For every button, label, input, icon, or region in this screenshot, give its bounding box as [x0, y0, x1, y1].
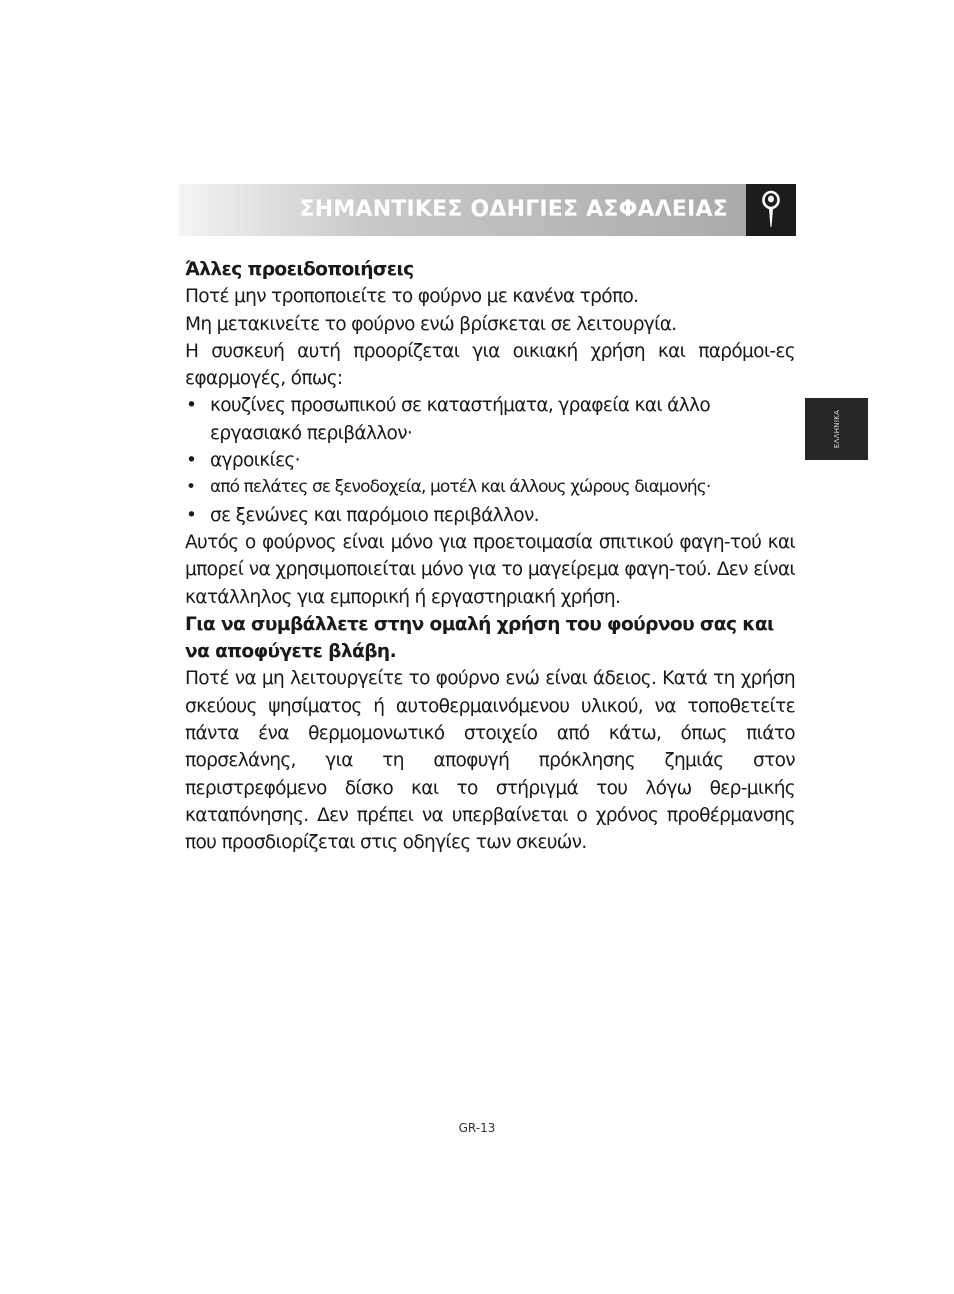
usage-paragraph: Αυτός ο φούρνος είναι μόνο για προετοιμασία σπιτικού φαγη-τού και μπορεί να χρησιμοποιείται μόνο για το μαγείρεμα φαγη-τού. Δεν είναι κατάλληλος για εμπορική ή εργαστηριακή χρήση.	[185, 531, 795, 608]
info-pin-icon	[759, 190, 783, 230]
list-item: • από πελάτες σε ξενοδοχεία, μοτέλ και άλλους χώρους διαμονής·	[185, 474, 795, 501]
list-item: • σε ξενώνες και παρόμοιο περιβάλλον.	[185, 502, 795, 529]
header-icon-box	[746, 184, 796, 236]
list-item: • κουζίνες προσωπικού σε καταστήματα, γραφεία και άλλο εργασιακό περιβάλλον·	[185, 392, 795, 447]
language-tab-label: ΕΛΛΗΝΙΚΑ	[832, 409, 841, 449]
usage-list	[185, 392, 795, 528]
text-line: Η συσκευή αυτή προορίζεται για οικιακή χρήση και παρόμοι-ες εφαρμογές, όπως:	[185, 340, 795, 390]
section-title: ΣΗΜΑΝΤΙΚΕΣ ΟΔΗΓΙΕΣ ΑΣΦΑΛΕΙΑΣ	[299, 197, 728, 222]
list-item: • αγροικίες·	[185, 447, 795, 474]
text-line: Μη μετακινείτε το φούρνο ενώ βρίσκεται σε λειτουργία.	[185, 313, 677, 335]
warning-paragraph: Ποτέ να μη λειτουργείτε το φούρνο ενώ είναι άδειος. Κατά τη χρήση σκεύους ψησίματος ή αυτοθερμαινόμενου υλικού, να τοποθετείτε πάντα ένα θερμομονωτικό στοιχείο από κάτω, όπως πιάτο πορσελάνης, για τη αποφυγή πρόκλησης ζημιάς στον περιστρεφόμενο δίσκο και το στήριγμά του λόγω θερ-μικής καταπόνησης. Δεν πρέπει να υπερβαίνεται ο χρόνος προθέρμανσης που προσδιορίζεται στις οδηγίες των σκευών.	[185, 668, 795, 854]
page-number: GR-13	[458, 1121, 496, 1135]
language-tab	[805, 398, 868, 460]
section-heading: Άλλες προειδοποιήσεις	[185, 259, 414, 280]
bold-subheading: Για να συμβάλλετε στην ομαλή χρήση του φούρνου σας και να αποφύγετε βλάβη.	[185, 613, 774, 663]
section-header	[179, 184, 796, 236]
text-line: Ποτέ μην τροποποιείτε το φούρνο με κανένα τρόπο.	[185, 286, 639, 308]
main-content	[185, 256, 795, 857]
